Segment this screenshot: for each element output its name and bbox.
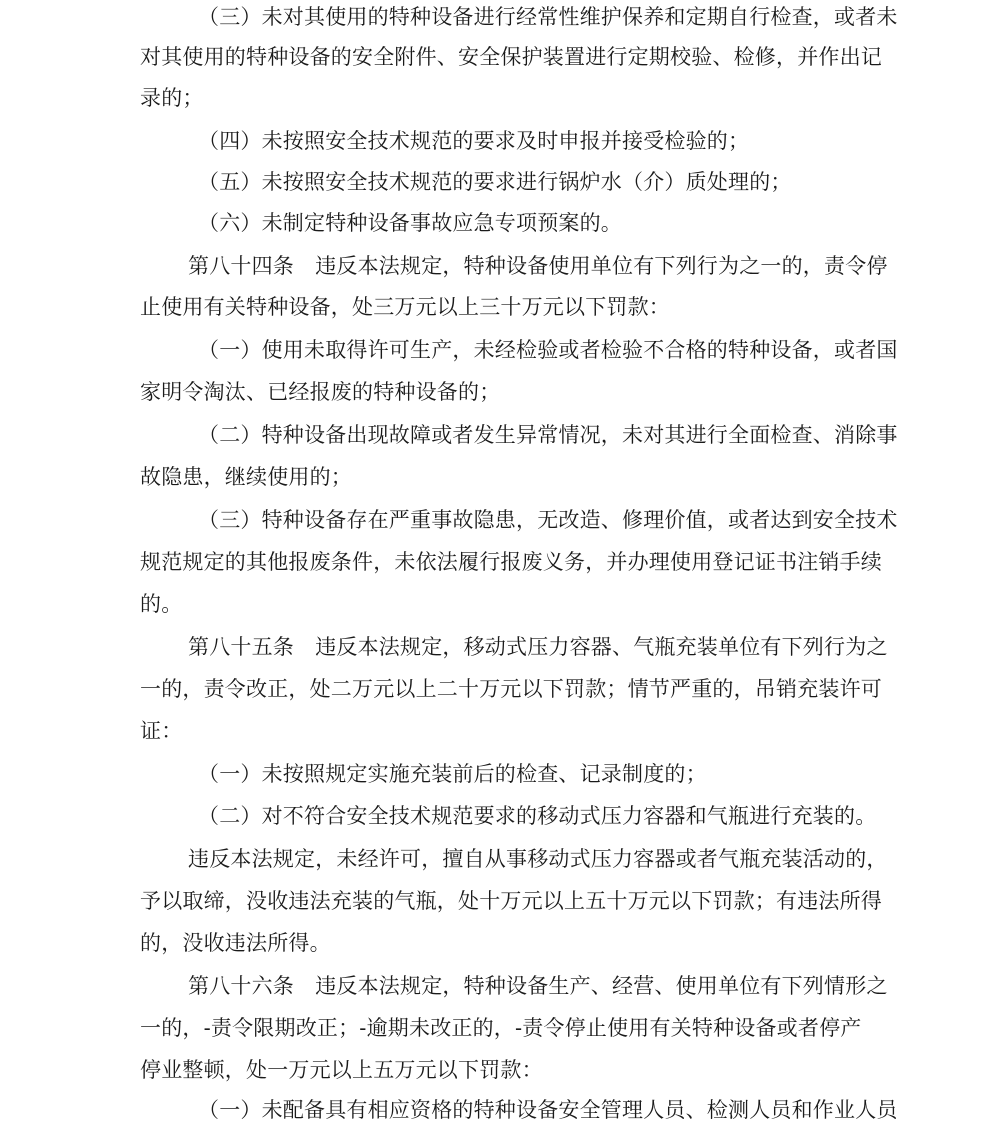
paragraph-line: 止使用有关特种设备，处三万元以上三十万元以下罚款： [140, 295, 670, 319]
paragraph-line: （二）特种设备出现故障或者发生异常情况，未对其进行全面检查、消除事 [198, 423, 898, 447]
paragraph-line: 的。 [140, 592, 183, 616]
paragraph-line: 予以取缔，没收违法充装的气瓶，处十万元以上五十万元以下罚款；有违法所得 [140, 889, 882, 913]
paragraph-line: 故隐患，继续使用的； [140, 465, 352, 489]
paragraph-line: 对其使用的特种设备的安全附件、安全保护装置进行定期校验、检修，并作出记 [140, 45, 882, 69]
paragraph-line: 停业整顿，处一万元以上五万元以下罚款： [140, 1058, 543, 1082]
paragraph-line: （一）未配备具有相应资格的特种设备安全管理人员、检测人员和作业人员 [198, 1098, 898, 1122]
paragraph-line: 规范规定的其他报废条件，未依法履行报废义务，并办理使用登记证书注销手续 [140, 550, 882, 574]
article-heading-line: 第八十六条 违反本法规定，特种设备生产、经营、使用单位有下列情形之 [188, 974, 888, 998]
paragraph-line: （二）对不符合安全技术规范要求的移动式压力容器和气瓶进行充装的。 [198, 804, 877, 828]
paragraph-line: 一的，责令改正，处二万元以上二十万元以下罚款；情节严重的，吊销充装许可 [140, 677, 882, 701]
paragraph-line: 家明令淘汰、已经报废的特种设备的； [140, 380, 501, 404]
paragraph-line: 录的； [140, 86, 204, 110]
paragraph-line: （一）未按照规定实施充装前后的检查、记录制度的； [198, 762, 707, 786]
paragraph-line: （四）未按照安全技术规范的要求及时申报并接受检验的； [198, 129, 750, 153]
article-heading-line: 第八十四条 违反本法规定，特种设备使用单位有下列行为之一的，责令停 [188, 254, 888, 278]
paragraph-line: 证： [140, 719, 183, 743]
article-heading-line: 第八十五条 违反本法规定，移动式压力容器、气瓶充装单位有下列行为之 [188, 635, 888, 659]
paragraph-line: 违反本法规定，未经许可，擅自从事移动式压力容器或者气瓶充装活动的， [188, 847, 888, 871]
paragraph-line: （六）未制定特种设备事故应急专项预案的。 [198, 211, 622, 235]
paragraph-line: （三）未对其使用的特种设备进行经常性维护保养和定期自行检查，或者未 [198, 5, 898, 29]
paragraph-line: （一）使用未取得许可生产，未经检验或者检验不合格的特种设备，或者国 [198, 338, 898, 362]
paragraph-line: （五）未按照安全技术规范的要求进行锅炉水（介）质处理的； [198, 170, 792, 194]
paragraph-line: 一的，-责令限期改正；-逾期未改正的，-责令停止使用有关特种设备或者停产 [140, 1016, 862, 1040]
paragraph-line: （三）特种设备存在严重事故隐患，无改造、修理价值，或者达到安全技术 [198, 508, 898, 532]
paragraph-line: 的，没收违法所得。 [140, 931, 331, 955]
